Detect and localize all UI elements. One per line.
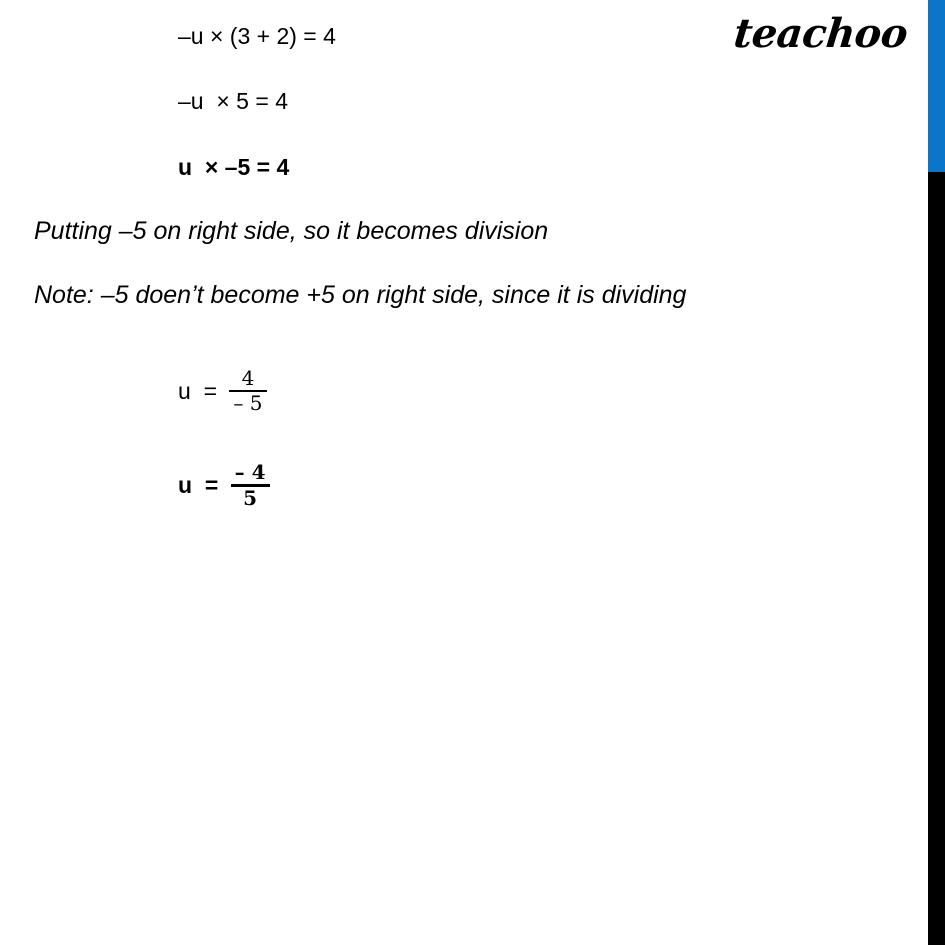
equation-line-1: –u × (3 + 2) = 4 <box>178 23 336 49</box>
equation-line-2: –u × 5 = 4 <box>178 88 288 114</box>
instruction-text-putting: Putting –5 on right side, so it becomes division <box>34 217 549 245</box>
edge-accent-bar-black <box>928 172 945 945</box>
fraction-2-numerator: – 4 <box>234 460 266 484</box>
fraction-1-denominator: – 5 <box>233 391 263 415</box>
note-text-sign: Note: –5 doen’t become +5 on right side, since it is dividing <box>34 281 687 309</box>
fraction-1 <box>229 368 266 414</box>
equation-line-3: u × –5 = 4 <box>178 154 290 180</box>
fraction-2 <box>231 462 270 509</box>
fraction-2-denominator: 5 <box>243 486 258 510</box>
edge-accent-bar-blue <box>928 0 945 172</box>
fraction-equation-2-lhs: u = <box>178 472 225 498</box>
fraction-equation-1-lhs: u = <box>178 377 224 404</box>
fraction-equation-1 <box>178 368 267 414</box>
fraction-1-numerator: 4 <box>241 366 255 390</box>
teachoo-logo: teachoo <box>731 10 910 57</box>
fraction-equation-2 <box>178 462 270 509</box>
